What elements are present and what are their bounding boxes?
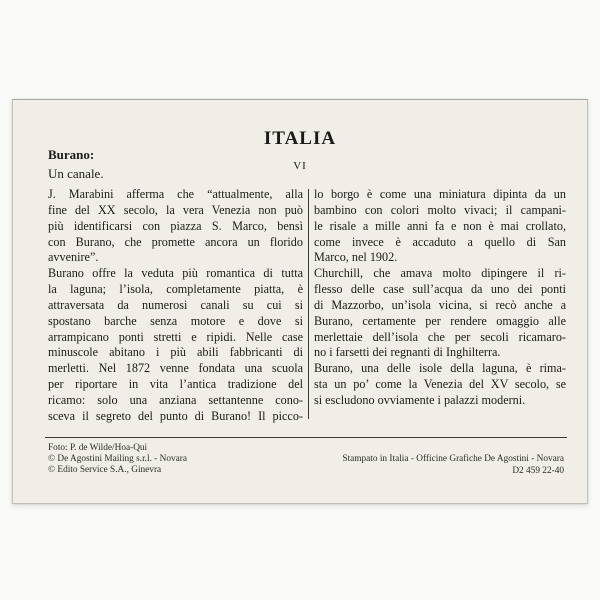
- body-text-line: Churchill, che amava molto dipingere il ri-: [314, 266, 566, 281]
- body-text-line: merlettaie dell’isola che per secoli ricamaro-: [314, 329, 566, 344]
- footer-rule: [45, 437, 567, 438]
- body-text-line: J. Marabini afferma che “attualmente, alla: [48, 187, 303, 201]
- body-text-line: per riportare in vita l’antica tradizione del: [48, 377, 303, 392]
- body-text-line: ricamo: solo una anziana settantenne cono-: [48, 392, 303, 407]
- body-text-line: la laguna; l’isola, completamente piatta, è: [48, 282, 303, 297]
- subject-title: Burano:: [48, 147, 95, 162]
- postcard-back: [12, 99, 588, 504]
- imprint-line: Stampato in Italia - Officine Grafiche De Agostini - Novara: [342, 454, 564, 464]
- body-text-line: Burano, certamente per rendere omaggio alle: [314, 313, 566, 328]
- credit-line: Foto: P. de Wilde/Hoa-Qui: [48, 443, 148, 453]
- body-text-line: si escludono ovviamente i palazzi moderni.: [314, 392, 526, 407]
- body-text-line: sta un po’ come la Venezia del XV secolo, se: [314, 377, 566, 392]
- body-text-line: lo borgo è come una miniatura dipinta da un: [314, 187, 566, 201]
- body-text-line: spostano barche senza motore e dove si: [48, 313, 303, 328]
- body-text-line: fine del XX secolo, la vera Venezia non può: [48, 202, 303, 217]
- body-text-line: Burano offre la veduta più romantica di tutta: [48, 266, 303, 281]
- body-text-line: sceva il segreto del punto di Burano! Il picco-: [48, 408, 303, 423]
- subject-subtitle: Un canale.: [48, 166, 104, 181]
- body-text-line: flesso delle case sull’acqua da uno dei ponti: [314, 282, 566, 297]
- body-text-line: avvenire”.: [48, 250, 99, 265]
- body-text-line: Burano, una delle isole della laguna, è rima-: [314, 361, 566, 376]
- body-text-line: attraversata da numerosi canali su cui si: [48, 297, 303, 312]
- body-text-line: più identificarsi con piazza S. Marco, bensì: [48, 218, 303, 233]
- body-text: [48, 187, 566, 425]
- body-text-line: minuscole abitano i più abili fabbricanti di: [48, 345, 303, 360]
- body-column-right: [314, 187, 566, 425]
- body-text-line: le risale a mille anni fa e non è mai crollato,: [314, 218, 566, 233]
- body-text-line: merletti. Nel 1872 venne fondata una scuola: [48, 361, 303, 376]
- body-column-left: [48, 187, 303, 425]
- photo-copyright-credits: [48, 443, 187, 475]
- imprint-line: D2 459 22-40: [512, 465, 564, 476]
- plate-number: VI: [293, 160, 307, 172]
- printer-imprint: [342, 454, 564, 477]
- card-title: ITALIA: [263, 128, 337, 149]
- body-text-line: Marco, nel 1902.: [314, 250, 398, 265]
- body-text-line: con Burano, che promette ancora un florido: [48, 234, 303, 249]
- credit-line: © De Agostini Mailing s.r.l. - Novara: [48, 453, 188, 464]
- column-divider-rule: [308, 189, 309, 419]
- body-text-line: no i farsetti dei regnanti di Inghilterra.: [314, 345, 501, 360]
- credit-line: © Edito Service S.A., Ginevra: [48, 464, 162, 475]
- body-text-line: come invece è accaduto a quello di San: [314, 234, 566, 249]
- body-text-line: arrampicano ponti stretti e ripidi. Nelle case: [48, 329, 303, 344]
- body-text-line: di Mazzorbo, un’isola vicina, si recò anche a: [314, 297, 566, 312]
- body-text-line: bambino con colori molto vivaci; il campani-: [314, 202, 566, 217]
